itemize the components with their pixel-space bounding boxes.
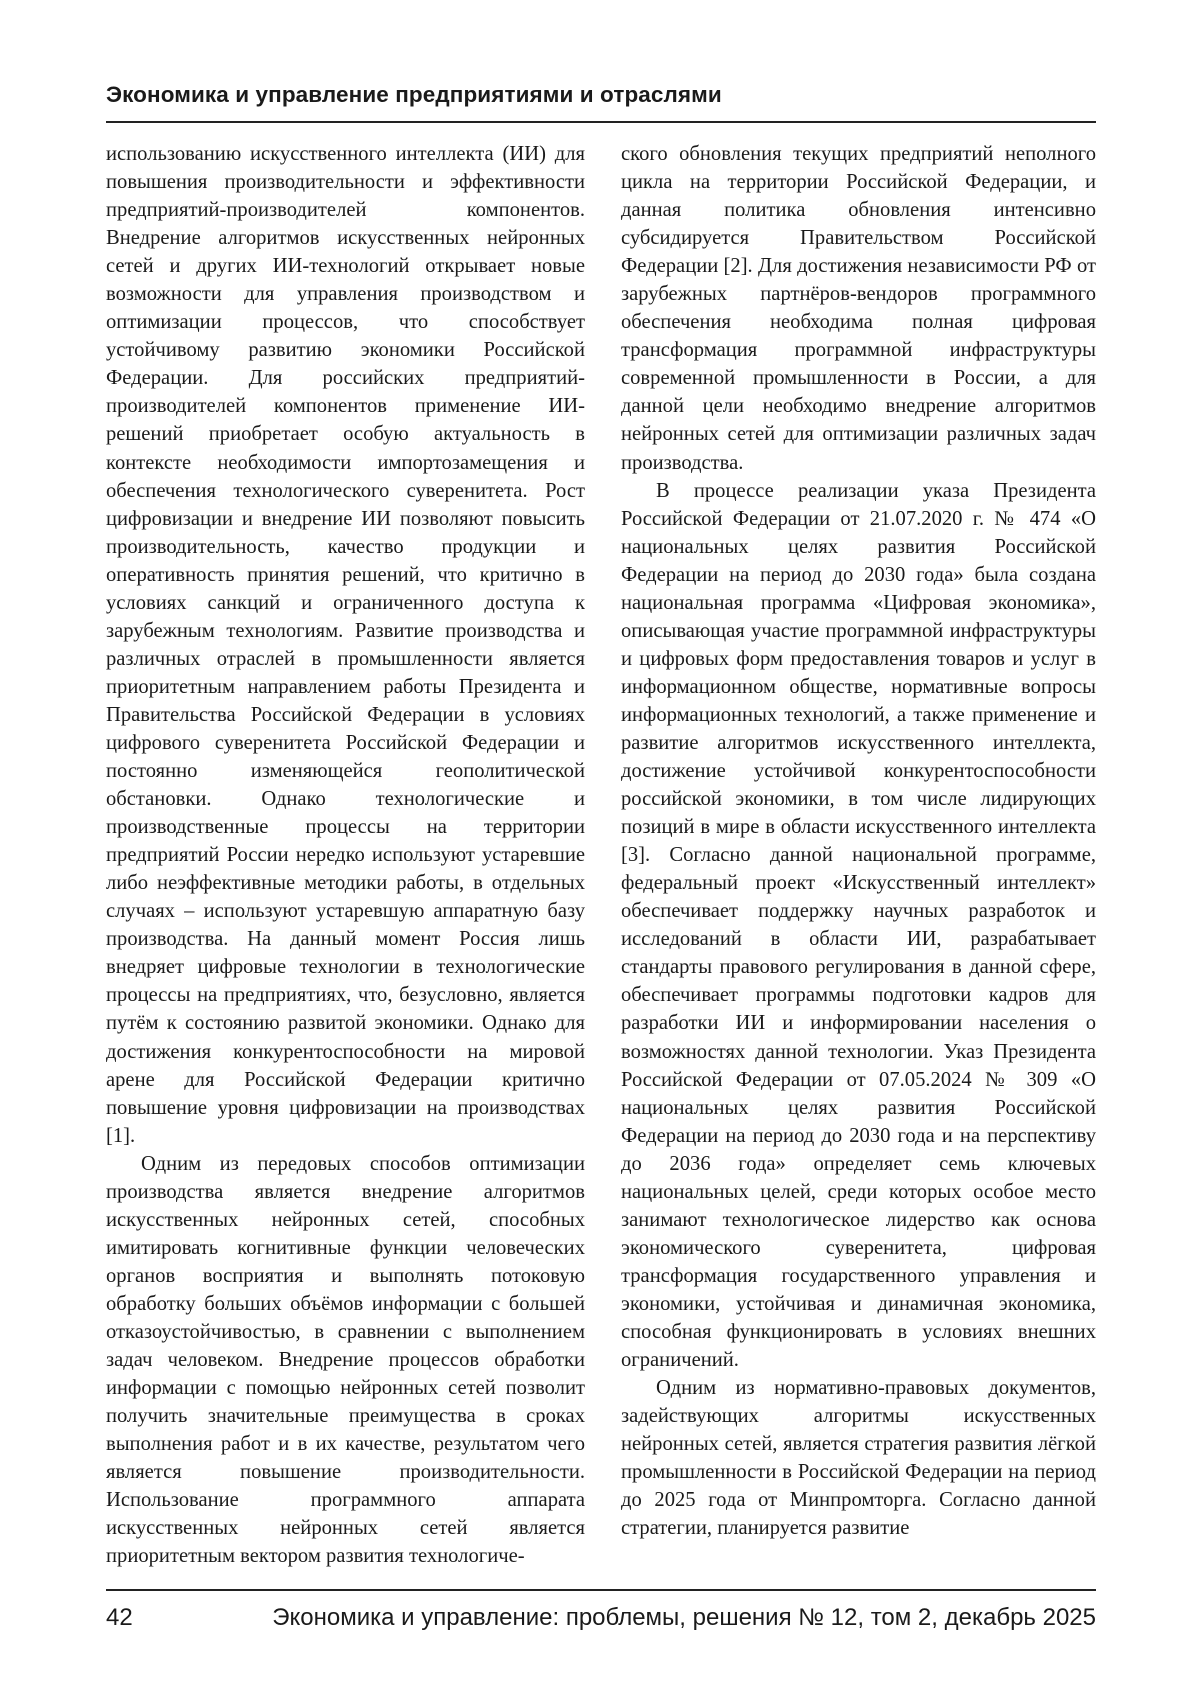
footer-rule bbox=[106, 1589, 1096, 1591]
left-paragraph-1: использованию искусственного интеллекта (ИИ) для повышения производительности и эффективности предприятий-производителей компонентов. Внедрение алгоритмов искусственных нейронных сетей и других ИИ-технологий открывает новые возможности для управления производством и оптимизации процессов, что способствует устойчивому развитию экономики Российской Федерации. Для российских предприятий-производителей компонентов применение ИИ-решений приобретает особую актуальность в контексте необходимости импортозамещения и обеспечения технологического суверенитета. Рост цифровизации и внедрение ИИ позволяют повысить производительность, качество продукции и оперативность принятия решений, что критично в условиях санкций и ограниченного доступа к зарубежным технологиям. Развитие производства и различных отраслей в промышленности является приоритетным направлением работы Президента и Правительства Российской Федерации в условиях цифрового суверенитета Российской Федерации и постоянно изменяющейся геополитической обстановки. Однако технологические и производственные процессы на территории предприятий России нередко используют устаревшие либо неэффективные методики работы, в отдельных случаях – используют устаревшую аппаратную базу производства. На данный момент Россия лишь внедряет цифровые технологии в технологические процессы на предприятиях, что, безусловно, является путём к состоянию развитой экономики. Однако для достижения конкурентоспособности на мировой арене для Российской Федерации критично повышение уровня цифровизации на производствах [1]. bbox=[106, 143, 585, 1147]
right-paragraph-3: Одним из нормативно-правовых документов, задействующих алгоритмы искусственных нейронных сетей, является стратегия развития лёгкой промышленности в Российской Федерации на период до 2025 года от Минпромторга. Согласно данной стратегии, планируется развитие bbox=[621, 1377, 1096, 1540]
right-column bbox=[621, 140, 1096, 1570]
left-paragraph-2: Одним из передовых способов оптимизации производства является внедрение алгоритмов искусственных нейронных сетей, способных имитировать когнитивные функции человеческих органов восприятия и выполнять потоковую обработку больших объёмов информации с большей отказоустойчивостью, в сравнении с выполнением задач человеком. Внедрение процессов обработки информации с помощью нейронных сетей позволит получить значительные преимущества в сроках выполнения работ и в их качестве, результатом чего является повышение производительности. Использование программного аппарата искусственных нейронных сетей является приоритетным вектором развития технологиче- bbox=[106, 1152, 585, 1568]
right-paragraph-1: ского обновления текущих предприятий неполного цикла на территории Российской Федерации, и данная политика обновления интенсивно субсидируется Правительством Российской Федерации [2]. Для достижения независимости РФ от зарубежных партнёров-вендоров программного обеспечения необходима полная цифровая трансформация программной инфраструктуры современной промышленности в России, а для данной цели необходимо внедрение алгоритмов нейронных сетей для оптимизации различных задач производства. bbox=[621, 143, 1096, 474]
right-paragraph-2: В процессе реализации указа Президента Российской Федерации от 21.07.2020 г. № 474 «О национальных целях развития Российской Федерации на период до 2030 года» была создана национальная программа «Цифровая экономика», описывающая участие программной инфраструктуры и цифровых форм предоставления товаров и услуг в информационном обществе, нормативные вопросы информационных технологий, а также применение и развитие алгоритмов искусственного интеллекта, достижение устойчивой конкурентоспособности российской экономики, в том числе лидирующих позиций в мире в области искусственного интеллекта [3]. Согласно данной национальной программе, федеральный проект «Искусственный интеллект» обеспечивает поддержку научных разработок и исследований в области ИИ, разрабатывает стандарты правового регулирования в данной сфере, обеспечивает программы подготовки кадров для разработки ИИ и информировании населения о возможностях данной технологии. Указ Президента Российской Федерации от 07.05.2024 № 309 «О национальных целях развития Российской Федерации на период до 2030 года и на перспективу до 2036 года» определяет семь ключевых национальных целей, среди которых особое место занимают технологическое лидерство как основа экономического суверенитета, цифровая трансформация государственного управления и экономики, устойчивая и динамичная экономика, способная функционировать в условиях внешних ограничений. bbox=[621, 479, 1096, 1372]
header-rule bbox=[106, 121, 1096, 123]
page-number: 42 bbox=[106, 1604, 133, 1631]
left-column bbox=[106, 140, 585, 1570]
running-head-section-title: Экономика и управление предприятиями и отраслями bbox=[106, 82, 722, 107]
journal-info: Экономика и управление: проблемы, решения № 12, том 2, декабрь 2025 bbox=[272, 1604, 1096, 1631]
